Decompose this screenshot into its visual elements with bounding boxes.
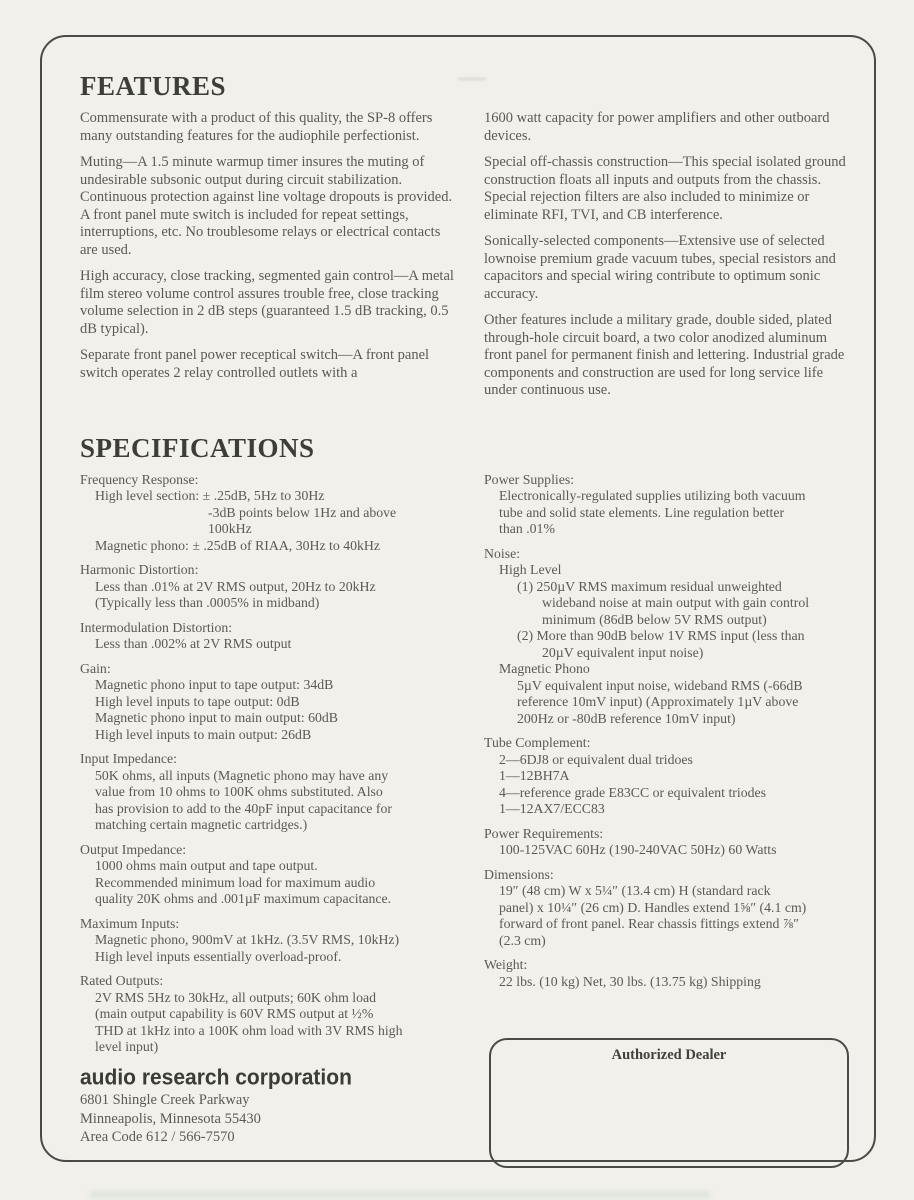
paragraph: High accuracy, close tracking, segmented gain control—A metal film stereo volume control assures trouble free, close tracking volume selection in 2 dB steps (guaranteed 1.5 dB tracking, 0.5 dB typical).	[80, 268, 454, 337]
spec-section	[80, 661, 472, 744]
spec-section	[80, 620, 472, 653]
text-line: Area Code 612 / 566-7570	[80, 1129, 235, 1145]
page-content	[42, 37, 874, 1168]
spec-line: quality 20K ohms and .001µF maximum capacitance.	[95, 891, 392, 906]
spec-line: has provision to add to the 40pF input capacitance for	[95, 800, 392, 816]
spec-section	[484, 546, 858, 728]
spec-line: value from 10 ohms to 100K ohms substituted. Also	[95, 784, 383, 799]
spec-line: matching certain magnetic cartridges.)	[95, 817, 308, 832]
page-border	[40, 35, 876, 1162]
spec-line: High level inputs to main output: 26dB	[95, 726, 312, 742]
company-address	[80, 1091, 472, 1147]
spec-label: Harmonic Distortion:	[80, 562, 199, 577]
spec-line: Less than .01% at 2V RMS output, 20Hz to 20kHz	[95, 578, 376, 594]
spec-label: Output Impedance:	[80, 841, 187, 857]
spec-line: 19″ (48 cm) W x 5¼″ (13.4 cm) H (standard rack	[499, 883, 771, 898]
spec-line: (2) More than 90dB below 1V RMS input (less than	[517, 628, 805, 643]
spec-line: 1—12BH7A	[499, 768, 570, 783]
specs-left-sections	[80, 472, 472, 1056]
spec-label: Power Requirements:	[484, 825, 604, 841]
spec-line: Magnetic Phono	[499, 661, 590, 676]
specs-right-sections	[484, 472, 858, 991]
spec-line: Less than .002% at 2V RMS output	[95, 636, 292, 651]
spec-section	[484, 957, 858, 990]
spec-line: High Level	[499, 562, 562, 577]
spec-label: Intermodulation Distortion:	[80, 619, 233, 635]
spec-line: tube and solid state elements. Line regulation better	[499, 504, 785, 520]
spec-line: 2—6DJ8 or equivalent dual tridoes	[499, 751, 693, 767]
scan-artifact-smear	[90, 1191, 710, 1198]
spec-line: reference 10mV input) (Approximately 1µV above	[517, 694, 799, 709]
authorized-dealer-box	[489, 1038, 849, 1168]
spec-line: 20µV equivalent input noise)	[542, 644, 704, 660]
spec-line: 200Hz or -80dB reference 10mV input)	[517, 710, 736, 726]
spec-line: 100-125VAC 60Hz (190-240VAC 50Hz) 60 Watts	[499, 842, 777, 857]
text-line: 6801 Shingle Creek Parkway	[80, 1092, 250, 1108]
spec-line: High level section: ± .25dB, 5Hz to 30Hz	[95, 488, 325, 503]
spec-line: Magnetic phono input to tape output: 34dB	[95, 677, 334, 692]
spec-label: Power Supplies:	[484, 471, 575, 487]
text-line: Minneapolis, Minnesota 55430	[80, 1110, 261, 1127]
spec-line: (main output capability is 60V RMS output at ½%	[95, 1006, 374, 1021]
spec-label: Noise:	[484, 545, 521, 561]
specifications-title: SPECIFICATIONS	[80, 432, 315, 463]
paragraph: Muting—A 1.5 minute warmup timer insures the muting of undesirable subsonic output during circuit stabilization. Continuous protection against line voltage dropouts is provided. A front panel mute switch is included for repeat settings, interruptions, etc. No troublesome relays or electrical contacts are used.	[80, 154, 453, 258]
spec-line: 50K ohms, all inputs (Magnetic phono may have any	[95, 767, 389, 783]
spec-section	[80, 751, 472, 834]
spec-line: Magnetic phono input to main output: 60dB	[95, 710, 338, 725]
spec-label: Weight:	[484, 957, 528, 972]
spec-label: Input Impedance:	[80, 751, 177, 766]
spec-line: -3dB points below 1Hz and above	[208, 504, 397, 520]
specs-right-column	[484, 472, 858, 1169]
spec-line: Magnetic phono, 900mV at 1kHz. (3.5V RMS, 10kHz)	[95, 932, 400, 947]
features-right-column	[484, 110, 858, 409]
spec-section	[80, 916, 472, 966]
spec-line: 5µV equivalent input noise, wideband RMS (-66dB	[517, 677, 803, 693]
spec-line: 100kHz	[208, 521, 252, 536]
spec-label: Maximum Inputs:	[80, 915, 180, 931]
spec-section	[80, 842, 472, 908]
spec-section	[484, 735, 858, 818]
spec-section	[484, 472, 858, 538]
features-title: FEATURES	[80, 71, 227, 101]
spec-line: (1) 250µV RMS maximum residual unweighted	[517, 578, 782, 594]
spec-line: (2.3 cm)	[499, 932, 546, 948]
paragraph: Special off-chassis construction—This special isolated ground construction floats all inputs and outputs from the chassis. Special rejection filters are also included to minimize or eliminate RFI, TVI, and CB interference.	[484, 154, 846, 223]
spec-line: than .01%	[499, 521, 555, 536]
spec-line: panel) x 10¼″ (26 cm) D. Handles extend 1⅝″ (4.1 cm)	[499, 899, 807, 915]
spec-line: THD at 1kHz into a 100K ohm load with 3V RMS high	[95, 1022, 403, 1038]
specifications-columns	[80, 472, 858, 1169]
spec-line: 1000 ohms main output and tape output.	[95, 858, 318, 873]
scan-artifact-dash	[458, 78, 486, 80]
spec-line: minimum (86dB below 5V RMS output)	[542, 611, 767, 627]
features-left-column	[80, 110, 472, 391]
spec-label: Rated Outputs:	[80, 973, 164, 988]
spec-line: 4—reference grade E83CC or equivalent triodes	[499, 784, 767, 800]
paragraph: Commensurate with a product of this quality, the SP-8 offers many outstanding features for the audiophile perfectionist.	[80, 110, 433, 144]
company-logo: audio research corporation	[80, 1065, 352, 1090]
spec-line: Recommended minimum load for maximum audio	[95, 874, 376, 890]
spec-section	[80, 562, 472, 612]
spec-line: level input)	[95, 1039, 159, 1054]
spec-line: (Typically less than .0005% in midband)	[95, 595, 320, 610]
spec-label: Dimensions:	[484, 866, 554, 882]
spec-line: Magnetic phono: ± .25dB of RIAA, 30Hz to 40kHz	[95, 537, 381, 553]
company-footer	[80, 1065, 472, 1147]
spec-section	[484, 826, 858, 859]
spec-line: wideband noise at main output with gain control	[542, 595, 810, 610]
spec-section	[80, 472, 472, 555]
spec-label: Gain:	[80, 660, 111, 676]
paragraph: Other features include a military grade, double sided, plated through-hole circuit board, a two color anodized aluminum front panel for permanent finish and lettering. Industrial grade components and construction are used for long service life under continuous use.	[484, 312, 845, 398]
spec-label: Frequency Response:	[80, 471, 199, 487]
specs-left-column	[80, 472, 472, 1147]
paragraph: Separate front panel power receptical switch—A front panel switch operates 2 relay controlled outlets with a	[80, 347, 430, 381]
spec-line: Electronically-regulated supplies utilizing both vacuum	[499, 488, 806, 503]
spec-section	[484, 867, 858, 950]
features-columns	[80, 110, 858, 409]
spec-line: 1—12AX7/ECC83	[499, 801, 605, 816]
spec-section	[80, 973, 472, 1056]
paragraph: 1600 watt capacity for power amplifiers and other outboard devices.	[484, 110, 830, 144]
authorized-dealer-label: Authorized Dealer	[611, 1047, 727, 1063]
spec-line: 2V RMS 5Hz to 30kHz, all outputs; 60K ohm load	[95, 989, 377, 1005]
spec-label: Tube Complement:	[484, 735, 591, 750]
spec-line: High level inputs essentially overload-proof.	[95, 948, 342, 964]
spec-line: High level inputs to tape output: 0dB	[95, 693, 300, 709]
paragraph: Sonically-selected components—Extensive use of selected lownoise premium grade vacuum tubes, special resistors and capacitors and special wiring contribute to optimum sonic accuracy.	[484, 233, 836, 302]
spec-line: forward of front panel. Rear chassis fittings extend ⅞″	[499, 916, 799, 931]
spec-line: 22 lbs. (10 kg) Net, 30 lbs. (13.75 kg) Shipping	[499, 973, 761, 989]
